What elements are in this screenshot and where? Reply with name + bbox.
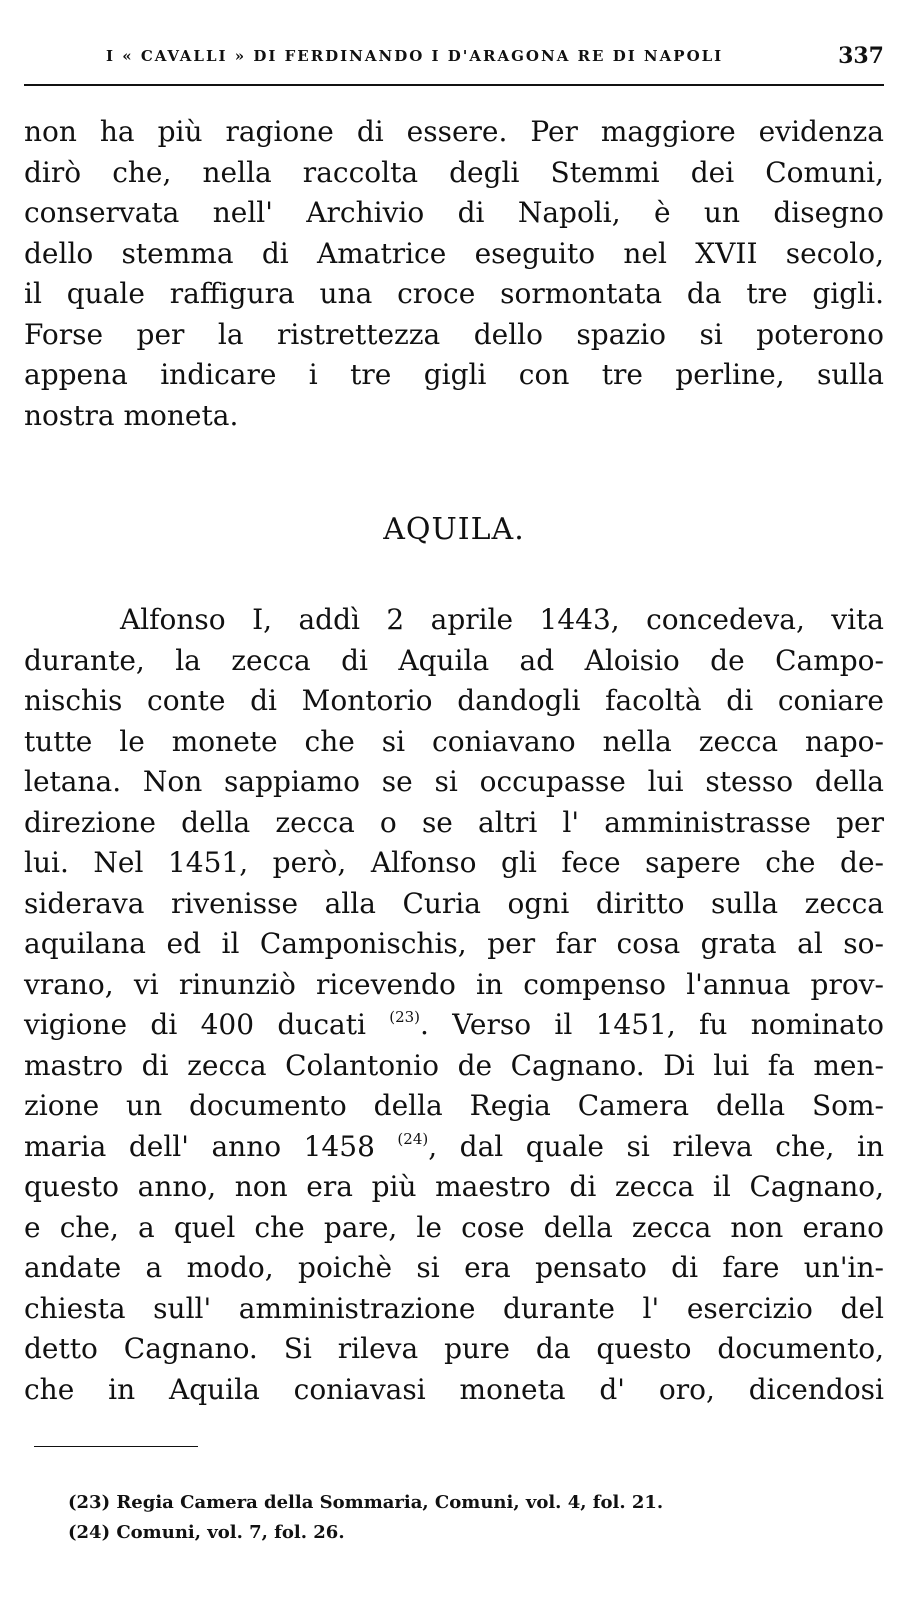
text-line: appena indicare i tre gigli con tre perline, sulla — [24, 358, 884, 391]
footnote-rule — [34, 1446, 198, 1447]
text-line: il quale raffigura una croce sormontata da tre gigli. — [24, 277, 884, 310]
text-line: tutte le monete che si coniavano nella zecca napo- — [24, 724, 884, 758]
running-head — [24, 36, 884, 76]
line-text: . Verso il 1451, fu nominato — [420, 1008, 884, 1041]
text-line: chiesta sull' amministrazione durante l' esercizio del — [24, 1291, 884, 1325]
page-number: 337 — [838, 43, 884, 69]
text-line: siderava rivenisse alla Curia ogni diritto sulla zecca — [24, 886, 884, 920]
text-line: Alfonso I, addì 2 aprile 1443, concedeva, vita — [120, 603, 884, 636]
text-line: questo anno, non era più maestro di zecca il Cagnano, — [24, 1170, 884, 1203]
text-line: nostra moneta. — [24, 398, 239, 432]
text-line: lui. Nel 1451, però, Alfonso gli fece sapere che de- — [24, 846, 884, 879]
text-line: mastro di zecca Colantonio de Cagnano. Di lui fa men- — [24, 1048, 884, 1082]
text-line: durante, la zecca di Aquila ad Aloisio de Campo- — [24, 643, 884, 677]
text-line: non ha più ragione di essere. Per maggiore evidenza — [24, 115, 884, 148]
line-text: maria dell' anno 1458 — [24, 1129, 398, 1163]
text-line: letana. Non sappiamo se si occupasse lui stesso della — [24, 765, 884, 798]
line-text: , dal quale si rileva che, in — [428, 1129, 884, 1163]
paragraph-continued — [24, 112, 884, 436]
text-line: andate a modo, poichè si era pensato di fare un'in- — [24, 1251, 884, 1284]
text-line: dello stemma di Amatrice eseguito nel XVII secolo, — [24, 236, 884, 270]
text-line: direzione della zecca o se altri l' amministrasse per — [24, 805, 884, 839]
footnote-ref-24: (24) — [397, 1129, 429, 1148]
header-rule — [24, 84, 884, 86]
section-heading: AQUILA. — [383, 512, 525, 547]
text-line: conservata nell' Archivio di Napoli, è un disegno — [24, 196, 884, 229]
text-line: vrano, vi rinunziò ricevendo in compenso l'annua prov- — [24, 967, 884, 1001]
line-text: vigione di 400 ducati — [24, 1008, 366, 1041]
footnote-ref-23: (23) — [389, 1008, 421, 1026]
text-line-with-note-23 — [24, 1005, 884, 1046]
text-line-with-note-24 — [24, 1127, 884, 1168]
footnote-23: (23) Regia Camera della Sommaria, Comuni, vol. 4, fol. 21. — [68, 1492, 664, 1513]
text-line: Forse per la ristrettezza dello spazio si poterono — [24, 317, 884, 351]
running-title: I « CAVALLI » DI FERDINANDO I D'ARAGONA RE DI NAPOLI — [106, 47, 724, 65]
text-line: nischis conte di Montorio dandogli facoltà di coniare — [24, 684, 884, 717]
footnote-24: (24) Comuni, vol. 7, fol. 26. — [68, 1522, 345, 1543]
text-line: aquilana ed il Camponischis, per far cosa grata al so- — [24, 927, 884, 960]
footnotes — [68, 1488, 884, 1548]
text-line: dirò che, nella raccolta degli Stemmi dei Comuni, — [24, 155, 884, 189]
text-line: che in Aquila coniavasi moneta d' oro, dicendosi — [24, 1372, 884, 1406]
text-line: e che, a quel che pare, le cose della zecca non erano — [24, 1210, 884, 1244]
text-line: zione un documento della Regia Camera della Som- — [24, 1089, 884, 1122]
paragraph-aquila — [24, 600, 884, 1410]
text-line: detto Cagnano. Si rileva pure da questo documento, — [24, 1332, 884, 1365]
